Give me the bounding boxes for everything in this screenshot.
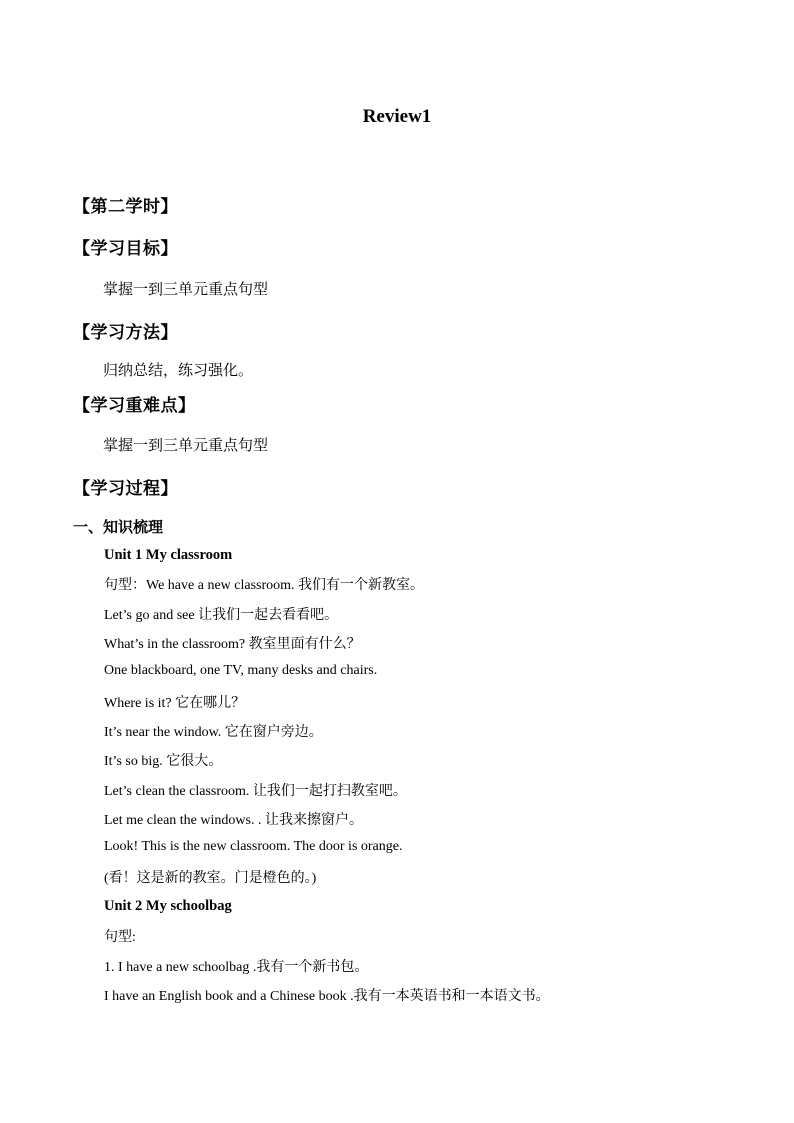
- unit1-line: 句型：We have a new classroom. 我们有一个新教室。: [104, 578, 425, 593]
- unit1-line: (看！这是新的教室。门是橙色的。): [104, 871, 317, 886]
- unit1-line: One blackboard, one TV, many desks and chairs.: [104, 663, 378, 678]
- objectives-text: 掌握一到三单元重点句型: [103, 282, 269, 298]
- unit2-line: 句型:: [104, 930, 136, 945]
- unit1-line: Let’s clean the classroom. 让我们一起打扫教室吧。: [104, 784, 407, 799]
- heading-methods: 【学习方法】: [73, 323, 178, 342]
- unit2-title: Unit 2 My schoolbag: [104, 898, 232, 914]
- unit2-line: I have an English book and a Chinese book .我有一本英语书和一本语文书。: [104, 989, 550, 1004]
- heading-key-points: 【学习重难点】: [73, 396, 196, 415]
- section-knowledge-review: 一、知识梳理: [73, 520, 164, 536]
- unit1-line: Look! This is the new classroom. The door is orange.: [104, 839, 403, 854]
- unit1-line: It’s so big. 它很大。: [104, 754, 223, 769]
- unit1-line: Let me clean the windows. . 让我来擦窗户。: [104, 813, 363, 828]
- unit2-line: 1. I have a new schoolbag .我有一个新书包。: [104, 960, 369, 975]
- methods-text: 归纳总结，练习强化。: [103, 363, 254, 379]
- heading-objectives: 【学习目标】: [73, 239, 178, 258]
- heading-period: 【第二学时】: [73, 197, 178, 216]
- document-title: Review1: [362, 106, 432, 127]
- unit1-line: Let’s go and see 让我们一起去看看吧。: [104, 608, 339, 623]
- key-points-text: 掌握一到三单元重点句型: [103, 438, 269, 454]
- unit1-line: Where is it? 它在哪儿？: [104, 696, 246, 711]
- unit1-line: What’s in the classroom? 教室里面有什么？: [104, 637, 361, 652]
- unit1-title: Unit 1 My classroom: [104, 547, 233, 563]
- unit1-line: It’s near the window. 它在窗户旁边。: [104, 725, 323, 740]
- heading-process: 【学习过程】: [73, 479, 178, 498]
